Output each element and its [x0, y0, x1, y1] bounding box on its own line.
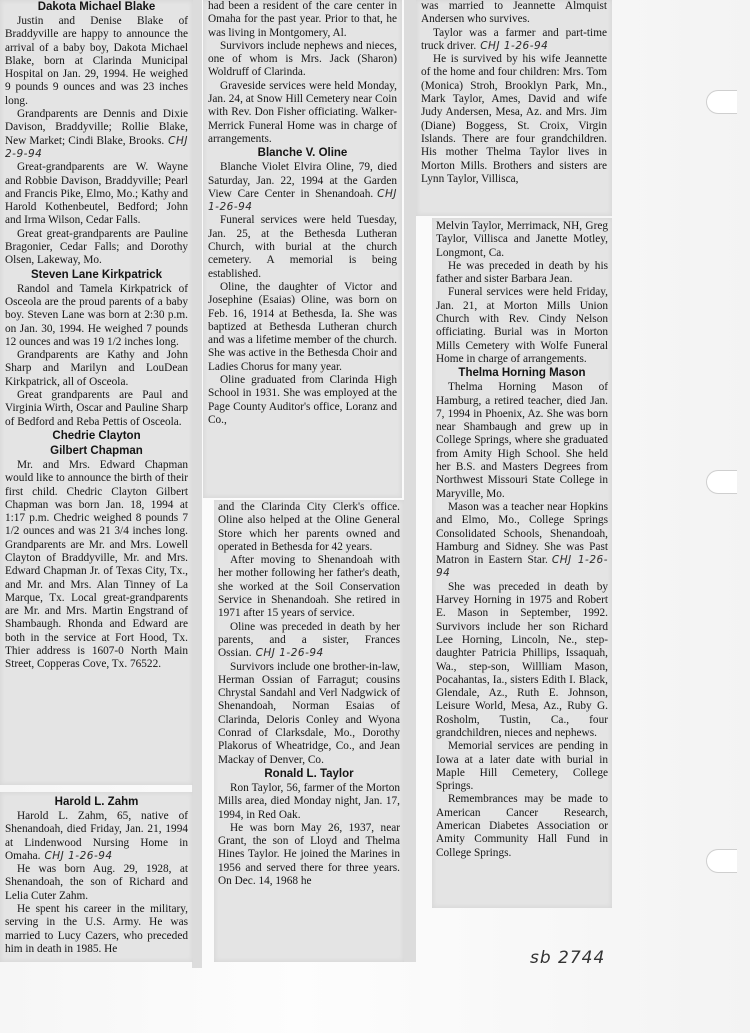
handwritten-page-id: sb 2744	[530, 948, 606, 968]
paragraph-text: and the Clarinda City Clerk's office. Oline also helped at the Oline General Store which her parents owned and operated in Bethesda for 42 years.	[218, 501, 400, 553]
paragraph	[436, 220, 608, 260]
paragraph-text: Harold L. Zahm, 65, native of Shenandoah, died Friday, Jan. 21, 1994 at Lindenwood Nursing Home in Omaha.	[5, 810, 188, 862]
paragraph	[5, 349, 188, 389]
handwritten-date-note: CHJ 2-9-94	[5, 134, 188, 160]
paragraph	[421, 53, 607, 186]
paragraph-text: Mr. and Mrs. Edward Chapman would like to announce the birth of their first child. Chedric Clayton Gilbert Chapman was born Jan. 18, 1994 at 1:17 p.m. Chedric weighed 8 pounds 7 1/2 ounces and was 21 3/4 inches long. Grandparents are Mr. and Mrs. Lowell Clayton of Braddyville, Mr. and Mrs. Edward Chapman Jr. of Texas City, Tx., and Mr. and Mrs. Alan Tinney of La Marque, Tx. Local great-grandparents are Mr. and Mrs. Martin Engstrand of Shambaugh. Rhonda and Edward are both in the service at Fort Hood, Tx. Thier address is 1607-0 North Main Street, Copperas Cove, Tx. 76522.	[5, 458, 188, 671]
paragraph	[5, 15, 188, 108]
paragraph-text: Survivors include nephews and nieces, one of whom is Mrs. Jack (Sharon) Woldruff of Clarinda.	[208, 39, 397, 79]
paragraph-text: Thelma Horning Mason	[458, 367, 586, 380]
obituary-heading	[218, 767, 400, 782]
clipping-obituary-thelma-mason	[432, 218, 612, 908]
paragraph-text: Mason was a teacher near Hopkins and Elmo, Mo., College Springs Consolidated Schools, Shenandoah, Hamburg and Sidney. She was Past Matron in Eastern Star.	[436, 500, 608, 567]
paragraph	[436, 260, 608, 287]
paragraph-text: Ron Taylor, 56, farmer of the Morton Mills area, died Monday night, Jan. 17, 1994, in Red Oak.	[218, 781, 400, 821]
paragraph	[208, 374, 397, 427]
paragraph-text: Grandparents are Dennis and Dixie Davison, Braddyville; Rollie Blake, New Market; Cindi Blake, Brooks.	[5, 108, 188, 147]
obituary-heading	[5, 429, 188, 444]
paragraph-text: Oline graduated from Clarinda High School in 1931. She was employed at the Page County Auditor's office, Loranz and Co.,	[208, 374, 397, 426]
paragraph	[5, 389, 188, 429]
paragraph-text: Taylor was a farmer and part-time truck driver.	[421, 26, 607, 52]
paragraph-text: Dakota Michael Blake	[37, 1, 156, 13]
handwritten-date-note: CHJ 1-26-94	[480, 39, 549, 52]
paragraph	[436, 740, 608, 793]
paragraph	[208, 40, 397, 80]
paragraph	[208, 0, 397, 40]
paragraph-text: Funeral services were held Friday, Jan. 21, at Morton Mills Union Church with Rev. Cindy Nelson officiating. Burial was in Morton Mills Cemetery with Wolfe Funeral Home in charge of arrangements.	[436, 286, 608, 365]
paragraph	[436, 793, 608, 859]
paragraph-text: She was preceded in death by Harvey Horning in 1975 and Robert E. Mason in September, 1992. Survivors include her son Richard Lee Horning, Lincoln, Ne., step-daughter Patricia Phillips, Issaquah, Wa., step-son, Willliam Mason, Pocahantas, Ia., sisters Edith I. Black, Glendale, Az., Ruth E. Johnson, Leisure World, Mesa, Az., Ruby G. Rosholm, Tustin, Ca., four grandchildren, nieces and nephews.	[436, 580, 608, 739]
paragraph	[218, 554, 400, 620]
paragraph	[421, 27, 607, 54]
paragraph-text: Chedrie Clayton	[52, 429, 141, 442]
paragraph	[208, 214, 397, 280]
paragraph-text: Remembrances may be made to American Cancer Research, American Diabetes Association or Amity Community Hall Fund in College Springs.	[436, 793, 608, 859]
handwritten-date-note: CHJ 1-26-94	[436, 554, 608, 580]
clipping-birth-announcements	[0, 0, 193, 785]
paragraph	[5, 108, 188, 161]
handwritten-date-note: CHJ 1-26-94	[208, 187, 397, 214]
column-gap-shadow	[192, 0, 202, 968]
paragraph	[218, 621, 400, 661]
obituary-heading	[5, 444, 188, 459]
paragraph	[218, 782, 400, 822]
paragraph-text: He was born Aug. 29, 1928, at Shenandoah, the son of Richard and Lelia Cuter Zahm.	[5, 863, 188, 902]
paragraph-text: Graveside services were held Monday, Jan. 24, at Snow Hill Cemetery near Coin with Rev. Don Fisher officiating. Walker-Merrick Funeral Home was in charge of arrangements.	[208, 79, 397, 145]
handwritten-date-note: CHJ 1-26-94	[44, 849, 113, 862]
paragraph-text: Great grandparents are Paul and Virginia Wirth, Oscar and Pauline Sharp of Bedford and Reba Pettis of Osceola.	[5, 389, 188, 428]
paragraph-text: He spent his career in the military, serving in the U.S. Army. He was married to Lucy Cazers, who preceded him in death in 1985. He	[5, 903, 188, 955]
binder-hole	[706, 90, 737, 114]
paragraph-text: Melvin Taylor, Merrimack, NH, Greg Taylor, Villisca and Janette Motley, Longmont, Ca.	[436, 220, 608, 259]
paragraph-text: Great-grandparents are W. Wayne and Robbie Davison, Braddyville; Pearl and Francis Pike, Elmo, Mo.; Kathy and Harold Kothenbeutel, Bedford; John and Irma Wilson, Cedar Falls.	[5, 161, 188, 227]
paragraph-text: Gilbert Chapman	[50, 444, 143, 457]
paragraph	[5, 228, 188, 268]
paragraph	[436, 381, 608, 501]
clipping-obituary-ronald-taylor	[416, 0, 612, 216]
handwritten-date-note: CHJ 1-26-94	[255, 647, 324, 660]
paragraph-text: was married to Jeannette Almquist Andersen who survives.	[421, 0, 607, 26]
paragraph	[436, 286, 608, 366]
paragraph-text: After moving to Shenandoah with her mother following her father's death, she worked at the Soil Conservation Service in Shenandoah. She retired in 1971 after 15 years of service.	[218, 554, 400, 620]
obituary-heading	[436, 366, 608, 381]
paragraph	[5, 903, 188, 956]
paragraph	[208, 161, 397, 214]
paragraph	[5, 810, 188, 863]
paragraph-text: Justin and Denise Blake of Braddyville are happy to announce the arrival of a baby boy, Dakota Michael Blake, born at Clarinda Municipal Hospital on Jan. 29, 1994. He weighed 9 pounds 9 ounces and was 23 inches long.	[5, 15, 188, 107]
paragraph-text: Grandparents are Kathy and John Sharp and Marilyn and LouDean Kirkpatrick, all of Osceola.	[5, 349, 188, 388]
obituary-heading	[5, 268, 188, 283]
clipping-obituary-blanche-oline	[203, 0, 402, 498]
paragraph-text: Randol and Tamela Kirkpatrick of Osceola are the proud parents of a baby boy. Steven Lane was born at 2:30 p.m. on Jan. 30, 1994. He weighed 7 pounds 12 ounces and was 19 1/2 inches long.	[5, 282, 188, 348]
paragraph	[5, 863, 188, 903]
paragraph-text: Great great-grandparents are Pauline Bragonier, Cedar Falls; and Dorothy Olsen, Lakeway, Mo.	[5, 227, 188, 267]
clipping-obituary-continued	[214, 500, 404, 962]
paragraph-text: He was preceded in death by his father and sister Barbara Jean.	[436, 259, 608, 286]
paragraph-text: Survivors include one brother-in-law, Herman Ossian of Farragut; cousins Chrystal Sandahl and Verl Nadgwick of Shenandoah, Norman Esaias of Clarinda, Deloris Conley and Wyona Conrad of Clarksdale, Mo., Dorothy Plakorus of Wheatridge, Co., and Jean Mackay of Denver, Co.	[218, 660, 400, 766]
paragraph	[208, 80, 397, 146]
paragraph	[5, 161, 188, 227]
paragraph-text: Thelma Horning Mason of Hamburg, a retired teacher, died Jan. 7, 1994 in Phoenix, Az. She was born near Shambaugh and grew up in College Springs, where she graduated from Amity High School. She held her B.S. and Masters Degrees from Northwest Missouri State College in Maryville, Mo.	[436, 381, 608, 500]
clipping-obituary-harold-zahm	[0, 792, 193, 962]
paragraph	[218, 661, 400, 767]
paragraph-text: He was born May 26, 1937, near Grant, the son of Lloyd and Thelma Hines Taylor. He joined the Marines in 1956 and served there for three years. On Dec. 14, 1968 he	[218, 821, 400, 888]
paragraph-text: Steven Lane Kirkpatrick	[30, 268, 163, 281]
paragraph-text: Memorial services are pending in Iowa at a later date with burial in Maple Hill Cemetery, College Springs.	[436, 740, 608, 793]
paragraph-text: had been a resident of the care center in Omaha for the past year. Prior to that, he was living in Montgomery, Al.	[208, 0, 397, 39]
column-gap-shadow	[404, 0, 416, 962]
paragraph	[436, 501, 608, 581]
paragraph-text: He is survived by his wife Jeannette of the home and four children: Mrs. Tom (Monica) Stroh, Brooklyn Park, Mn., Mark Taylor, Ames, David and wife Judy Andersen, Mesa, Az. and Mrs. Jim (Diane) Boggess, St. Croix, Virgin Islands. There are four grandchildren. His mother Thelma Taylor lives in Morton Mills. Brothers and sisters are Lynn Taylor, Villisca,	[421, 53, 607, 185]
paragraph	[436, 581, 608, 741]
paragraph	[218, 501, 400, 554]
paragraph	[421, 0, 607, 27]
binder-hole	[706, 849, 737, 873]
binder-hole	[706, 470, 737, 494]
obituary-heading	[208, 146, 397, 161]
paragraph-text: Oline, the daughter of Victor and Josephine (Esaias) Oline, was born on Feb. 16, 1914 at Bethesda, Ia. She was baptized at Bethesda Lutheran church and was a lifetime member of the church. She was active in the Bethesda Choir and Ladies Chorus for many year.	[208, 280, 397, 373]
paragraph-text: Blanche Violet Elvira Oline, 79, died Saturday, Jan. 22, 1994 at the Garden View Care Center in Shenandoah.	[208, 161, 397, 200]
paragraph-text: Harold L. Zahm	[54, 796, 139, 808]
paragraph	[5, 283, 188, 349]
paragraph-text: Funeral services were held Tuesday, Jan. 25, at the Bethesda Lutheran Church, with burial at the church cemetery. A memorial is being established.	[208, 214, 397, 280]
paragraph	[5, 459, 188, 672]
paragraph-text: Ronald L. Taylor	[264, 767, 354, 780]
obituary-heading	[5, 795, 188, 810]
paragraph-text: Oline was preceded in death by her parents, and a sister, Frances Ossian.	[218, 620, 400, 660]
paragraph-text: Blanche V. Oline	[257, 147, 348, 160]
paragraph	[218, 822, 400, 888]
paragraph	[208, 281, 397, 374]
obituary-heading	[5, 0, 188, 15]
